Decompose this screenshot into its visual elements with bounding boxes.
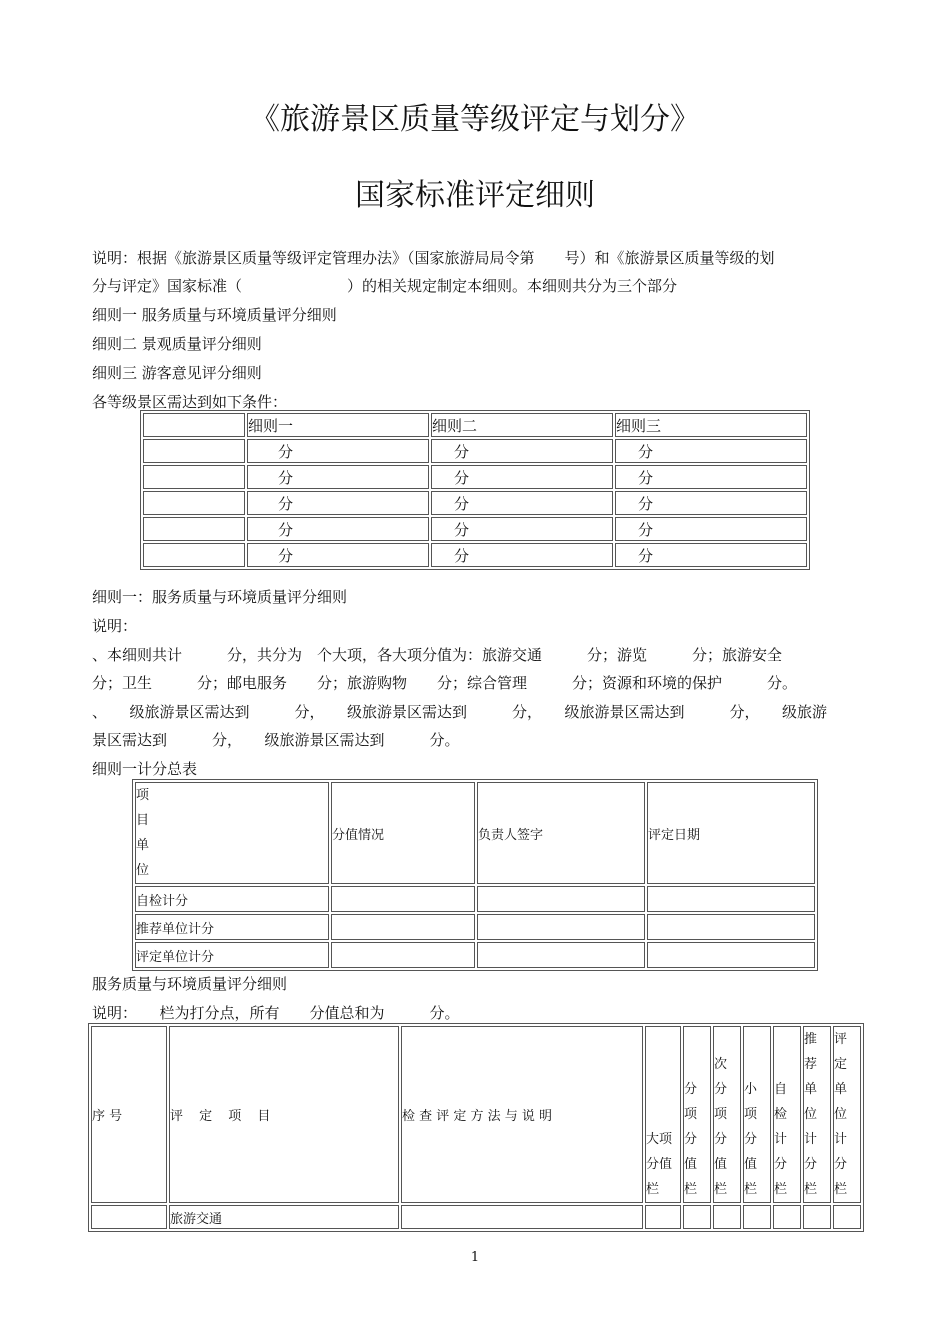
table-header: [833, 1026, 861, 1203]
table-cell: 分: [431, 517, 613, 541]
conditions-label: 各等级景区需达到如下条件：: [92, 393, 288, 411]
table-cell: [331, 914, 475, 940]
table-cell: 分: [431, 543, 613, 567]
table-header: 评定日期: [647, 782, 815, 884]
table-cell: [645, 1205, 681, 1229]
table-row: [91, 1026, 861, 1203]
header-char: 栏: [714, 1182, 728, 1197]
table-header: 检 查 评 定 方 法 与 说 明: [401, 1026, 643, 1203]
table-cell: [803, 1205, 831, 1229]
header-char: 评: [834, 1032, 848, 1047]
header-char: 计: [804, 1132, 818, 1147]
document-subtitle: 国家标准评定细则: [355, 178, 595, 213]
section1-heading: 细则一：服务质量与环境质量评分细则: [92, 588, 348, 606]
table-header: [743, 1026, 771, 1203]
table-cell: 分: [247, 465, 429, 489]
table-header: 序 号: [91, 1026, 167, 1203]
table-row: [135, 886, 815, 912]
table-header: [713, 1026, 741, 1203]
table-header: 细则二: [431, 413, 613, 437]
table-cell: 分: [247, 517, 429, 541]
header-char: 推: [804, 1032, 818, 1047]
table-cell: [743, 1205, 771, 1229]
table-cell: 旅游交通: [169, 1205, 399, 1229]
table-row: [143, 517, 807, 541]
header-char: 项: [744, 1107, 758, 1122]
table-cell: 自检计分: [135, 886, 329, 912]
corner-label: 单: [136, 838, 150, 853]
section1-line-1: 、本细则共计 分，共分为 个大项，各大项分值为：旅游交通 分；游览 分；旅游安全: [92, 646, 783, 664]
table-header: 评 定 项 目: [169, 1026, 399, 1203]
table-cell: [143, 491, 245, 515]
score-summary-table: [132, 779, 818, 971]
table-header: [803, 1026, 831, 1203]
table-cell: [833, 1205, 861, 1229]
intro-part-3: 细则三 游客意见评分细则: [92, 364, 262, 382]
header-char: 分: [804, 1157, 818, 1172]
table-cell: [143, 543, 245, 567]
table-header: [683, 1026, 711, 1203]
intro-line-1: 说明：根据《旅游景区质量等级评定管理办法》（国家旅游局局令第 号）和《旅游景区质量等级的划: [92, 249, 775, 267]
table-cell: [331, 942, 475, 968]
header-char: 检: [774, 1107, 788, 1122]
section1-line-4: 景区需达到 分， 级旅游景区需达到 分。: [92, 731, 460, 749]
header-char: 栏: [646, 1182, 660, 1197]
table-cell: 分: [615, 439, 807, 463]
header-char: 计: [834, 1132, 848, 1147]
table-cell: [773, 1205, 801, 1229]
header-char: 分: [774, 1157, 788, 1172]
header-char: 自: [774, 1082, 788, 1097]
header-char: 栏: [774, 1182, 788, 1197]
header-char: 计: [774, 1132, 788, 1147]
table-cell: 分: [247, 439, 429, 463]
header-char: 值: [714, 1157, 728, 1172]
intro-line-2: 分与评定》国家标准（ ）的相关规定制定本细则。本细则共分为三个部分: [92, 277, 678, 295]
table-cell: [477, 914, 645, 940]
table-cell: 分: [247, 543, 429, 567]
table-cell: [331, 886, 475, 912]
header-char: 栏: [804, 1182, 818, 1197]
section1-line-3: 、 级旅游景区需达到 分， 级旅游景区需达到 分， 级旅游景区需达到 分， 级旅游: [92, 703, 828, 721]
table-cell: [143, 413, 245, 437]
corner-label: 项: [136, 788, 150, 803]
table-cell: 分: [431, 439, 613, 463]
table-row: [143, 491, 807, 515]
table-cell: 分: [615, 465, 807, 489]
table-cell: [143, 465, 245, 489]
table-cell: [143, 439, 245, 463]
header-char: 定: [834, 1057, 848, 1072]
table-cell: 分: [615, 491, 807, 515]
table-cell: [477, 886, 645, 912]
table-cell: 分: [615, 517, 807, 541]
header-char: 单: [834, 1082, 848, 1097]
header-char: 单: [804, 1082, 818, 1097]
table-cell: 分: [615, 543, 807, 567]
table-row: [143, 543, 807, 567]
header-char: 分: [714, 1082, 728, 1097]
table-cell: 评定单位计分: [135, 942, 329, 968]
table-cell: [647, 942, 815, 968]
table-cell: 分: [431, 491, 613, 515]
section1-line-2: 分；卫生 分；邮电服务 分；旅游购物 分；综合管理 分；资源和环境的保护 分。: [92, 674, 798, 692]
page-number: 1: [470, 1250, 480, 1265]
table-row: [135, 782, 815, 884]
header-char: 位: [804, 1107, 818, 1122]
table-cell: 分: [431, 465, 613, 489]
section2-note: 说明： 栏为打分点，所有 分值总和为 分。: [92, 1004, 460, 1022]
table-header: 负责人签字: [477, 782, 645, 884]
header-char: 栏: [684, 1182, 698, 1197]
table-row: [135, 914, 815, 940]
table-header: [645, 1026, 681, 1203]
table-row: [143, 413, 807, 437]
header-char: 次: [714, 1057, 728, 1072]
header-char: 栏: [834, 1182, 848, 1197]
table-cell: [683, 1205, 711, 1229]
table-cell: [647, 914, 815, 940]
header-char: 分: [684, 1082, 698, 1097]
header-char: 大项: [646, 1132, 673, 1147]
header-char: 值: [684, 1157, 698, 1172]
table-header: 细则一: [247, 413, 429, 437]
summary-table-title: 细则一计分总表: [92, 760, 198, 778]
section1-note-label: 说明：: [92, 617, 138, 635]
table-row: [135, 942, 815, 968]
header-char: 荐: [804, 1057, 818, 1072]
table-row: [91, 1205, 861, 1229]
table-cell: [143, 517, 245, 541]
header-char: 项: [684, 1107, 698, 1122]
intro-part-2: 细则二 景观质量评分细则: [92, 335, 262, 353]
intro-part-1: 细则一 服务质量与环境质量评分细则: [92, 306, 337, 324]
grade-conditions-table: [140, 410, 810, 570]
header-char: 分值: [646, 1157, 673, 1172]
table-row: [143, 465, 807, 489]
header-char: 分: [744, 1132, 758, 1147]
table-header: 细则三: [615, 413, 807, 437]
header-char: 分: [684, 1132, 698, 1147]
table-cell: [477, 942, 645, 968]
table-header: [135, 782, 329, 884]
document-title: 《旅游景区质量等级评定与划分》: [250, 102, 700, 137]
table-cell: 分: [247, 491, 429, 515]
table-row: [143, 439, 807, 463]
table-cell: [91, 1205, 167, 1229]
table-header: [773, 1026, 801, 1203]
table-cell: [647, 886, 815, 912]
table-header: 分值情况: [331, 782, 475, 884]
corner-label: 位: [136, 863, 150, 878]
corner-label: 目: [136, 813, 150, 828]
header-char: 小: [744, 1082, 758, 1097]
section2-heading: 服务质量与环境质量评分细则: [92, 975, 288, 993]
header-char: 分: [714, 1132, 728, 1147]
header-char: 分: [834, 1157, 848, 1172]
header-char: 栏: [744, 1182, 758, 1197]
table-cell: [401, 1205, 643, 1229]
header-char: 项: [714, 1107, 728, 1122]
table-cell: 推荐单位计分: [135, 914, 329, 940]
scoring-detail-table: [88, 1023, 864, 1232]
header-char: 值: [744, 1157, 758, 1172]
header-char: 位: [834, 1107, 848, 1122]
table-cell: [713, 1205, 741, 1229]
